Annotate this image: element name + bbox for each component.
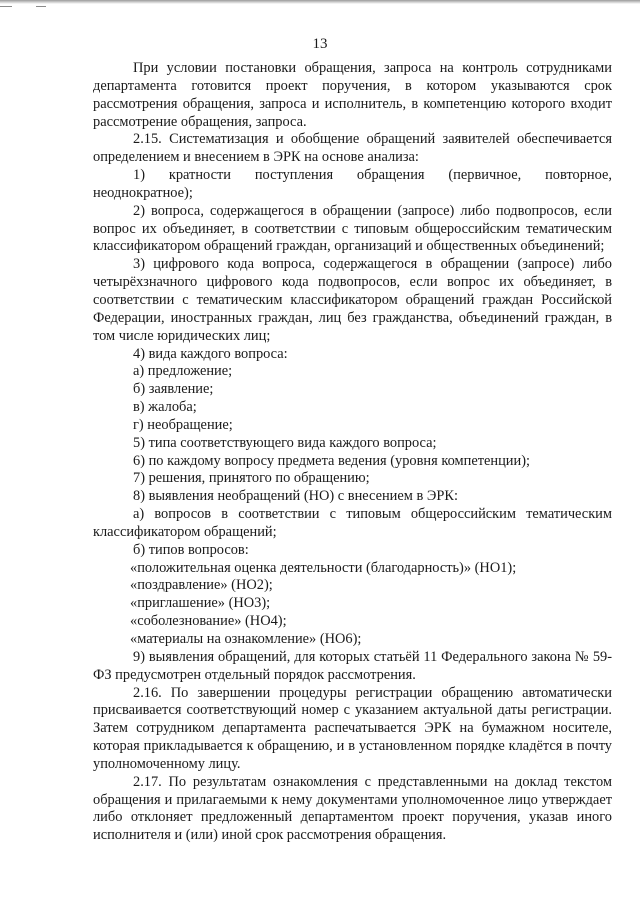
sub-item-a: а) предложение; — [133, 363, 233, 380]
list-item-1: 1) кратности поступления обращения (первичное, повторное, неоднократное); — [93, 167, 612, 201]
paragraph-2-16: 2.16. По завершении процедуры регистрации обращению автоматически присваивается соответствующий номер с указанием актуальной даты регистрации. Затем сотрудником департамента распечатывается ЭРК на бумажном носителе, которая прикладывается к обращению, и в установленном порядке кладётся в почту уполномоченному лицу. — [93, 684, 612, 772]
type-no6: «материалы на ознакомление» (НО6); — [130, 631, 362, 647]
type-no3: «приглашение» (НО3); — [130, 595, 271, 612]
page-number: 13 — [312, 36, 328, 52]
list-item-9: 9) выявления обращений, для которых статьёй 11 Федерального закона № 59-ФЗ предусмотрен отдельный порядок рассмотрения. — [93, 648, 612, 683]
type-no2: «поздравление» (НО2); — [130, 577, 273, 594]
paragraph-2-15: 2.15. Систематизация и обобщение обращений заявителей обеспечивается определением и внесением в ЭРК на основе анализа: — [93, 131, 612, 166]
list-item-2: 2) вопроса, содержащегося в обращении (запросе) либо подвопросов, если вопрос их объединяет, в соответствии с типовым общероссийским тематическим классификатором обращений граждан, организаций и общественных объединений; — [93, 202, 612, 255]
sub-item-b: б) заявление; — [133, 381, 214, 398]
list-item-5: 5) типа соответствующего вида каждого вопроса; — [133, 434, 437, 451]
paragraph-control-note: При условии постановки обращения, запроса на контроль сотрудниками департамента готовится проект поручения, в котором указываются срок рассмотрения обращения, запроса и исполнитель, в компетенцию которого входит рассмотрение обращения, запроса. — [93, 60, 612, 130]
list-item-4: 4) вида каждого вопроса: — [133, 345, 288, 362]
sub-item-v: в) жалоба; — [133, 399, 197, 416]
list-item-6: 6) по каждому вопросу предмета ведения (уровня компетенции); — [133, 452, 530, 469]
document-body — [93, 60, 612, 845]
scan-mark — [0, 6, 12, 7]
list-item-3: 3) цифрового кода вопроса, содержащегося в обращении (запросе) либо четырёхзначного цифрового кода подвопросов, если вопрос их объединяет, в соответствии с тематическим классификатором обращений граждан Российской Федерации, иностранных граждан, лиц без гражданства, объединений граждан, в том числе юридических лиц; — [93, 256, 612, 344]
type-no4: «соболезнование» (НО4); — [130, 613, 287, 630]
scan-mark — [36, 6, 46, 7]
scan-edge — [0, 0, 640, 4]
sub-item-8a: а) вопросов в соответствии с типовым общероссийским тематическим классификатором обращений; — [93, 506, 612, 540]
list-item-8: 8) выявления необращений (НО) с внесением в ЭРК: — [133, 488, 458, 505]
type-no1: «положительная оценка деятельности (благодарность)» (НО1); — [130, 559, 517, 576]
list-item-7: 7) решения, принятого по обращению; — [133, 470, 370, 487]
paragraph-2-17: 2.17. По результатам ознакомления с представленными на доклад текстом обращения и прилагаемыми к нему документами уполномоченное лицо утверждает либо отклоняет предложенный департаментом проект поручения, указав иного исполнителя и (или) иной срок рассмотрения обращения. — [93, 773, 612, 844]
sub-item-8b: б) типов вопросов: — [133, 541, 249, 558]
sub-item-g: г) необращение; — [133, 416, 233, 433]
